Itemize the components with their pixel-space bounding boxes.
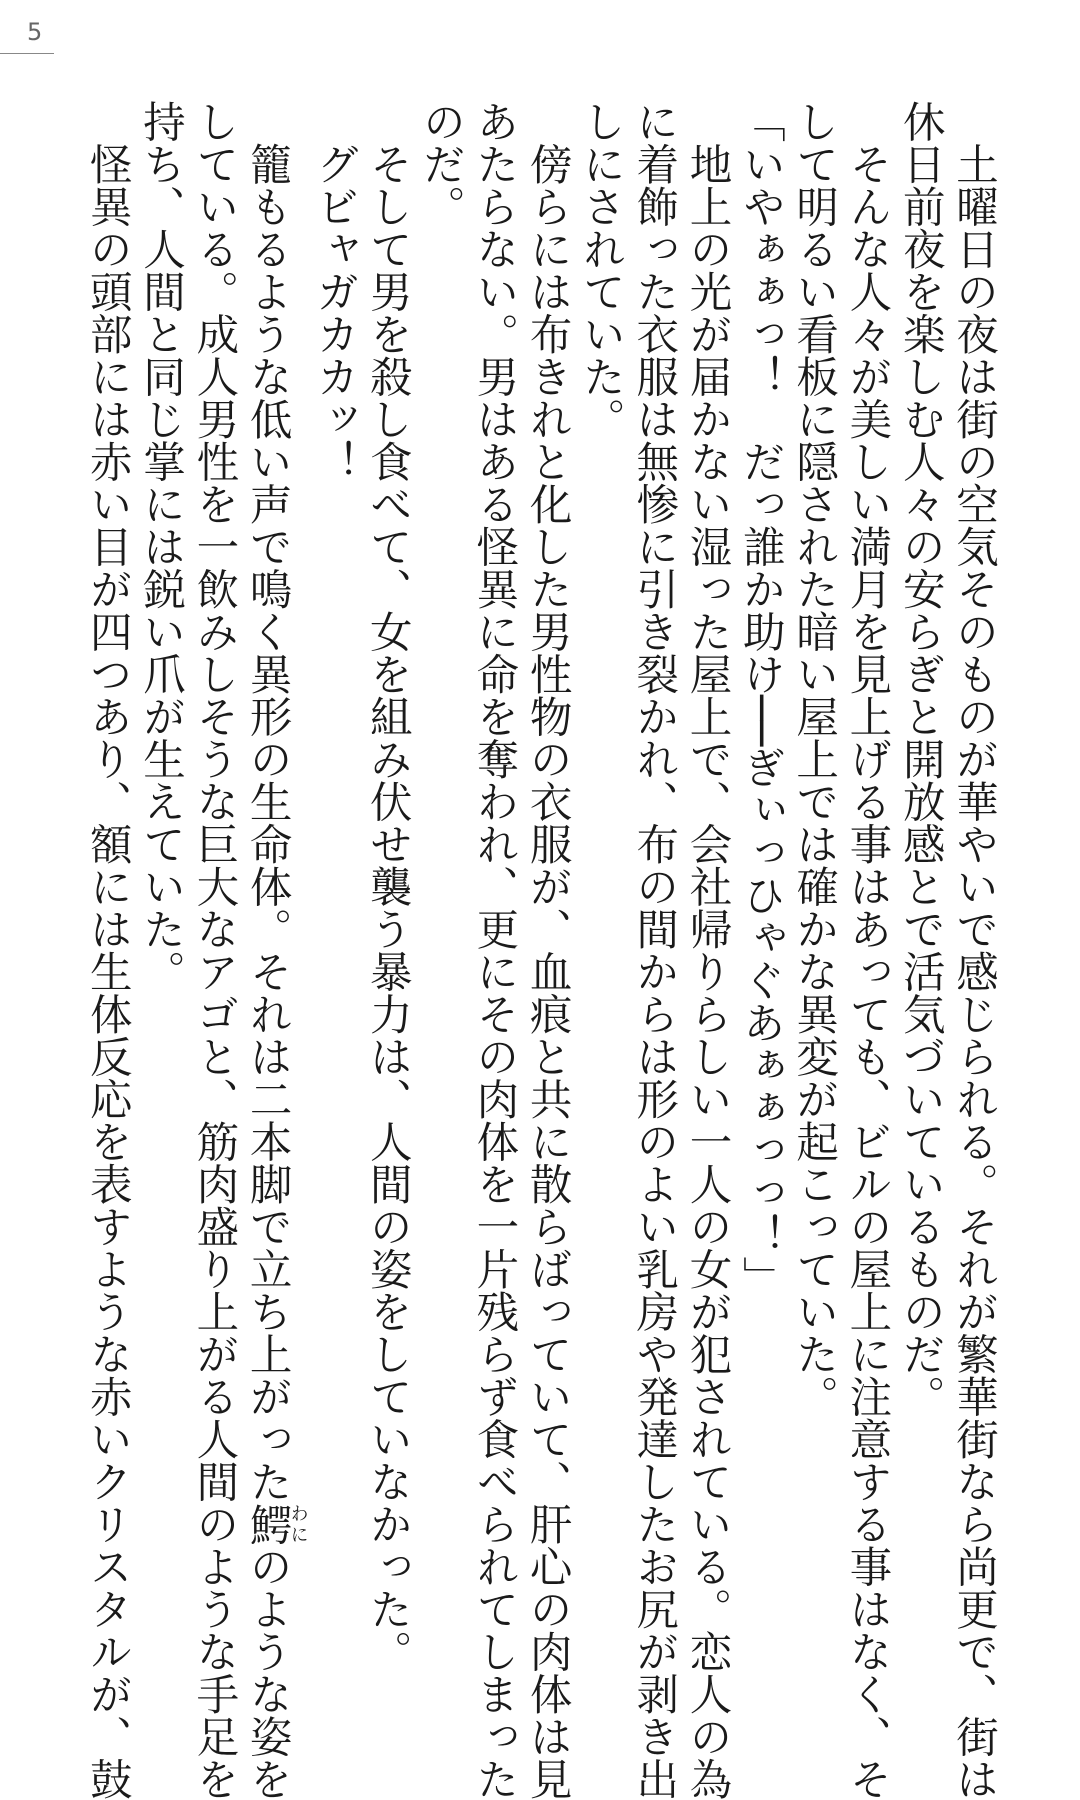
text-line-10: あたらない。男はある怪異に命を奪われ、更にその肉体を一片残らず食べられてしまった xyxy=(469,100,519,1800)
page-number: 5 xyxy=(27,18,43,46)
text-line-17: 怪異の頭部には赤い目が四つあり、額には生体反応を表すような赤いクリスタルが、鼓 xyxy=(82,100,132,1800)
text-line-14-after: のような姿を xyxy=(242,1545,292,1800)
text-line-11: のだ。 xyxy=(416,100,466,228)
page-number-rule xyxy=(0,53,54,54)
text-line-13: グビャガカカッ！ xyxy=(309,100,359,483)
text-line-12: そして男を殺し食べて、女を組み伏せ襲う暴力は、人間の姿をしていなかった。 xyxy=(362,100,412,1673)
vertical-text-body xyxy=(80,100,1000,1800)
text-line-14-before: 籠もるような低い声で鳴く異形の生命体。それは二本脚で立ち上がった xyxy=(242,100,292,1503)
text-line-2: 休日前夜を楽しむ人々の安らぎと開放感とで活気づいているものだ。 xyxy=(895,100,945,1418)
text-line-1: 土曜日の夜は街の空気そのものが華やいで感じられる。それが繁華街なら尚更で、街は xyxy=(949,100,998,1800)
text-line-3: そんな人々が美しい満月を見上げる事はあっても、ビルの屋上に注意する事はなく、そ xyxy=(842,100,892,1800)
text-line-8: しにされていた。 xyxy=(575,100,625,440)
text-line-5: 「いやぁぁっ！ だっ誰か助け──ぎぃっひゃぐあぁぁっっ！」 xyxy=(735,100,785,1299)
text-line-15: している。成人男性を一飲みしそうな巨大なアゴと、筋肉盛り上がる人間のような手足を xyxy=(189,100,239,1800)
ruby-wani xyxy=(242,1502,309,1546)
text-line-7: に着飾った衣服は無惨に引き裂かれ、布の間からは形のよい乳房や発達したお尻が剥き出 xyxy=(629,100,679,1800)
ruby-reading: わに xyxy=(287,1502,309,1545)
text-line-6: 地上の光が届かない湿った屋上で、会社帰りらしい一人の女が犯されている。恋人の為 xyxy=(682,100,732,1800)
text-line-9: 傍らには布きれと化した男性物の衣服が、血痕と共に散らばっていて、肝心の肉体は見 xyxy=(522,100,572,1800)
ruby-base: 鰐 xyxy=(242,1502,292,1545)
text-line-16: 持ち、人間と同じ掌には鋭い爪が生えていた。 xyxy=(136,100,186,993)
text-line-14 xyxy=(240,100,309,1800)
text-line-4: して明るい看板に隠された暗い屋上では確かな異変が起こっていた。 xyxy=(789,100,839,1418)
